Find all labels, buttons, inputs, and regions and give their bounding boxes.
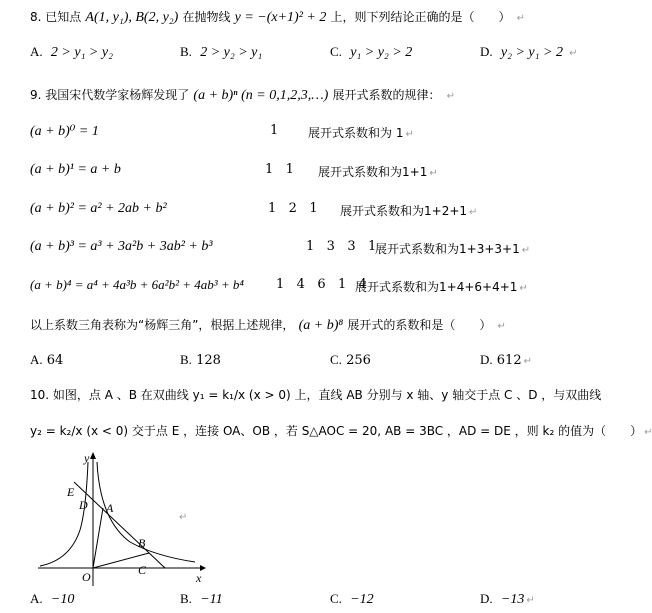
q9-row-1-coef: 1 1: [265, 162, 294, 177]
q9-row-2-formula: (a + b)² = a² + 2ab + b²: [30, 201, 167, 216]
q9-conclusion: 以上系数三角表称为“杨辉三角”，根据上述规律， (a + b)⁸ 展开式的系数和是（ ） ↵: [30, 318, 506, 333]
label-c: C: [138, 563, 147, 577]
q8-points: A(1, y₁), B(2, y₂): [85, 10, 179, 25]
q9-row-0-desc: 展开式系数和为 1 ↵: [308, 126, 414, 140]
q8-option-a[interactable]: A. 2 > y₁ > y₂: [30, 44, 113, 60]
q8-parabola: y = −(x+1)² + 2: [234, 10, 327, 25]
label-d: D: [79, 498, 88, 512]
q9-row-0-formula: (a + b)⁰ = 1: [30, 124, 99, 139]
label-y: y: [84, 451, 90, 465]
q9-stem-suffix: 展开式系数的规律：: [332, 88, 441, 102]
q9-option-d[interactable]: D. 612 ↵: [480, 352, 532, 368]
q9-row-4-coef: 1 4 6 1 4: [276, 277, 367, 292]
q9-expr: (a + b)ⁿ (n = 0,1,2,3,…): [193, 88, 329, 103]
q9-row-4-desc: 展开式系数和为1+4+6+4+1 ↵: [355, 280, 528, 294]
q9-option-c[interactable]: C. 256: [330, 352, 371, 368]
label-b: B: [138, 536, 146, 550]
q10-option-a[interactable]: A. −10: [30, 591, 75, 607]
q8-stem-suffix: 上，则下列结论正确的是（ ）: [330, 10, 511, 24]
q8-stem: [30, 8, 525, 26]
q9-option-a[interactable]: A. 64: [30, 352, 64, 368]
q9-row-4-formula: (a + b)⁴ = a⁴ + 4a³b + 6a²b² + 4ab³ + b⁴: [30, 277, 244, 292]
q8-option-c[interactable]: C. y₁ > y₂ > 2: [330, 44, 413, 60]
q8-stem-mid: 在抛物线: [182, 10, 231, 24]
q8-option-d[interactable]: D. y₂ > y₁ > 2 ↵: [480, 44, 578, 60]
line-ab: [74, 482, 165, 568]
label-x: x: [196, 571, 202, 585]
label-o: O: [82, 570, 91, 584]
return-mark-icon: ↵: [446, 91, 455, 102]
q9-row-1-formula: (a + b)¹ = a + b: [30, 162, 121, 177]
q9-row-1-desc: 展开式系数和为1+1 ↵: [318, 165, 438, 179]
label-a: A: [106, 501, 114, 515]
q8-stem-prefix: 8. 已知点: [30, 10, 82, 24]
q9-stem-prefix: 9. 我国宋代数学家杨辉发现了: [30, 88, 190, 102]
q9-row-3-coef: 1 3 3 1: [306, 239, 377, 254]
return-mark-icon: ↵: [497, 321, 506, 332]
q9-row-3-formula: (a + b)³ = a³ + 3a²b + 3ab² + b³: [30, 239, 213, 254]
q9-option-b[interactable]: B. 128: [180, 352, 221, 368]
return-mark-icon: ↵: [569, 48, 578, 59]
hyperbola-left: [40, 462, 88, 566]
q9-row-0-coef: 1: [270, 123, 279, 138]
return-mark-icon: ↵: [644, 427, 652, 438]
y-axis-arrow-icon: [90, 452, 96, 459]
q9-stem: [30, 86, 455, 104]
q10-option-c[interactable]: C. −12: [330, 591, 374, 607]
q9-row-2-desc: 展开式系数和为1+2+1 ↵: [340, 204, 478, 218]
q10-line2: y₂ = k₂/x (x < 0) 交于点 E ，连接 OA、OB ，若 S△AOC = 20, AB = 3BC ，AD = DE ，则 k₂ 的值为（ ） ↵: [30, 424, 652, 438]
return-mark-icon: ↵: [179, 512, 188, 523]
segment-oa: [93, 508, 103, 568]
q9-row-2-coef: 1 2 1: [268, 201, 318, 216]
label-e: E: [67, 485, 75, 499]
q8-option-b[interactable]: B. 2 > y₂ > y₁: [180, 44, 263, 60]
return-mark-icon: ↵: [516, 13, 526, 24]
q10-option-d[interactable]: D. −13 ↵: [480, 591, 535, 607]
q10-line1: 10. 如图，点 A 、B 在双曲线 y₁ = k₁/x (x > 0) 上，直线 AB 分别与 x 轴、y 轴交于点 C 、D ，与双曲线: [30, 388, 602, 402]
q9-row-3-desc: 展开式系数和为1+3+3+1 ↵: [375, 242, 531, 256]
q10-option-b[interactable]: B. −11: [180, 591, 223, 607]
